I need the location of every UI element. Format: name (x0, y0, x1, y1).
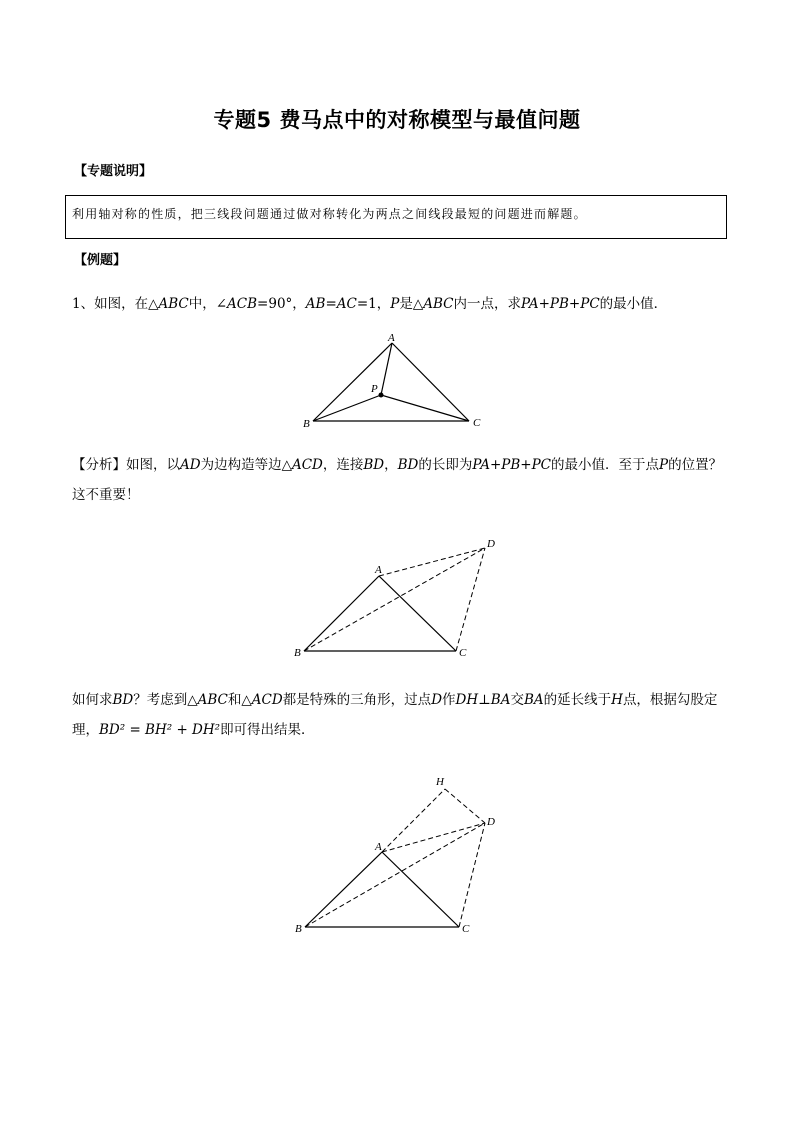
fig2-label-a: A (375, 564, 382, 576)
fig2-label-b: B (294, 647, 301, 659)
follow-paragraph: 如何求BD？考虑到△ABC和△ACD都是特殊的三角形，过点D作DH⊥BA交BA的延长线于H点，根据勾股定理，BD² = BH² + DH²即可得出结果． (72, 692, 718, 738)
fig1-label-c: C (473, 417, 481, 429)
fig2-label-c: C (459, 647, 467, 659)
note-box (65, 195, 727, 239)
figure-1 (300, 330, 500, 435)
analysis-paragraph: 【分析】如图，以AD为边构造等边△ACD，连接BD，BD的长即为PA+PB+PC的最小值．至于点P的位置？这不重要！ (72, 457, 723, 503)
fig3-label-b: B (295, 923, 302, 935)
fig1-label-p: P (371, 383, 378, 395)
fig1-label-a: A (388, 332, 395, 344)
problem-1: 1、如图，在△ABC中，∠ACB=90°，AB=AC=1，P是△ABC内一点，求PA+PB+PC的最小值． (72, 296, 668, 312)
note-text: 利用轴对称的性质，把三线段问题通过做对称转化为两点之间线段最短的问题进而解题。 (72, 207, 587, 221)
section-example-label: 【例题】 (74, 253, 127, 268)
fig2-label-d: D (487, 538, 495, 550)
fig3-label-h: H (436, 776, 444, 788)
page-title: 专题5 费马点中的对称模型与最值问题 (213, 108, 581, 132)
fig3-label-a: A (375, 841, 382, 853)
fig3-label-d: D (487, 816, 495, 828)
figure-3 (285, 770, 510, 940)
fig1-label-b: B (303, 418, 310, 430)
fig3-label-c: C (462, 923, 470, 935)
figure-2 (290, 535, 510, 660)
section-note-label: 【专题说明】 (74, 164, 153, 179)
